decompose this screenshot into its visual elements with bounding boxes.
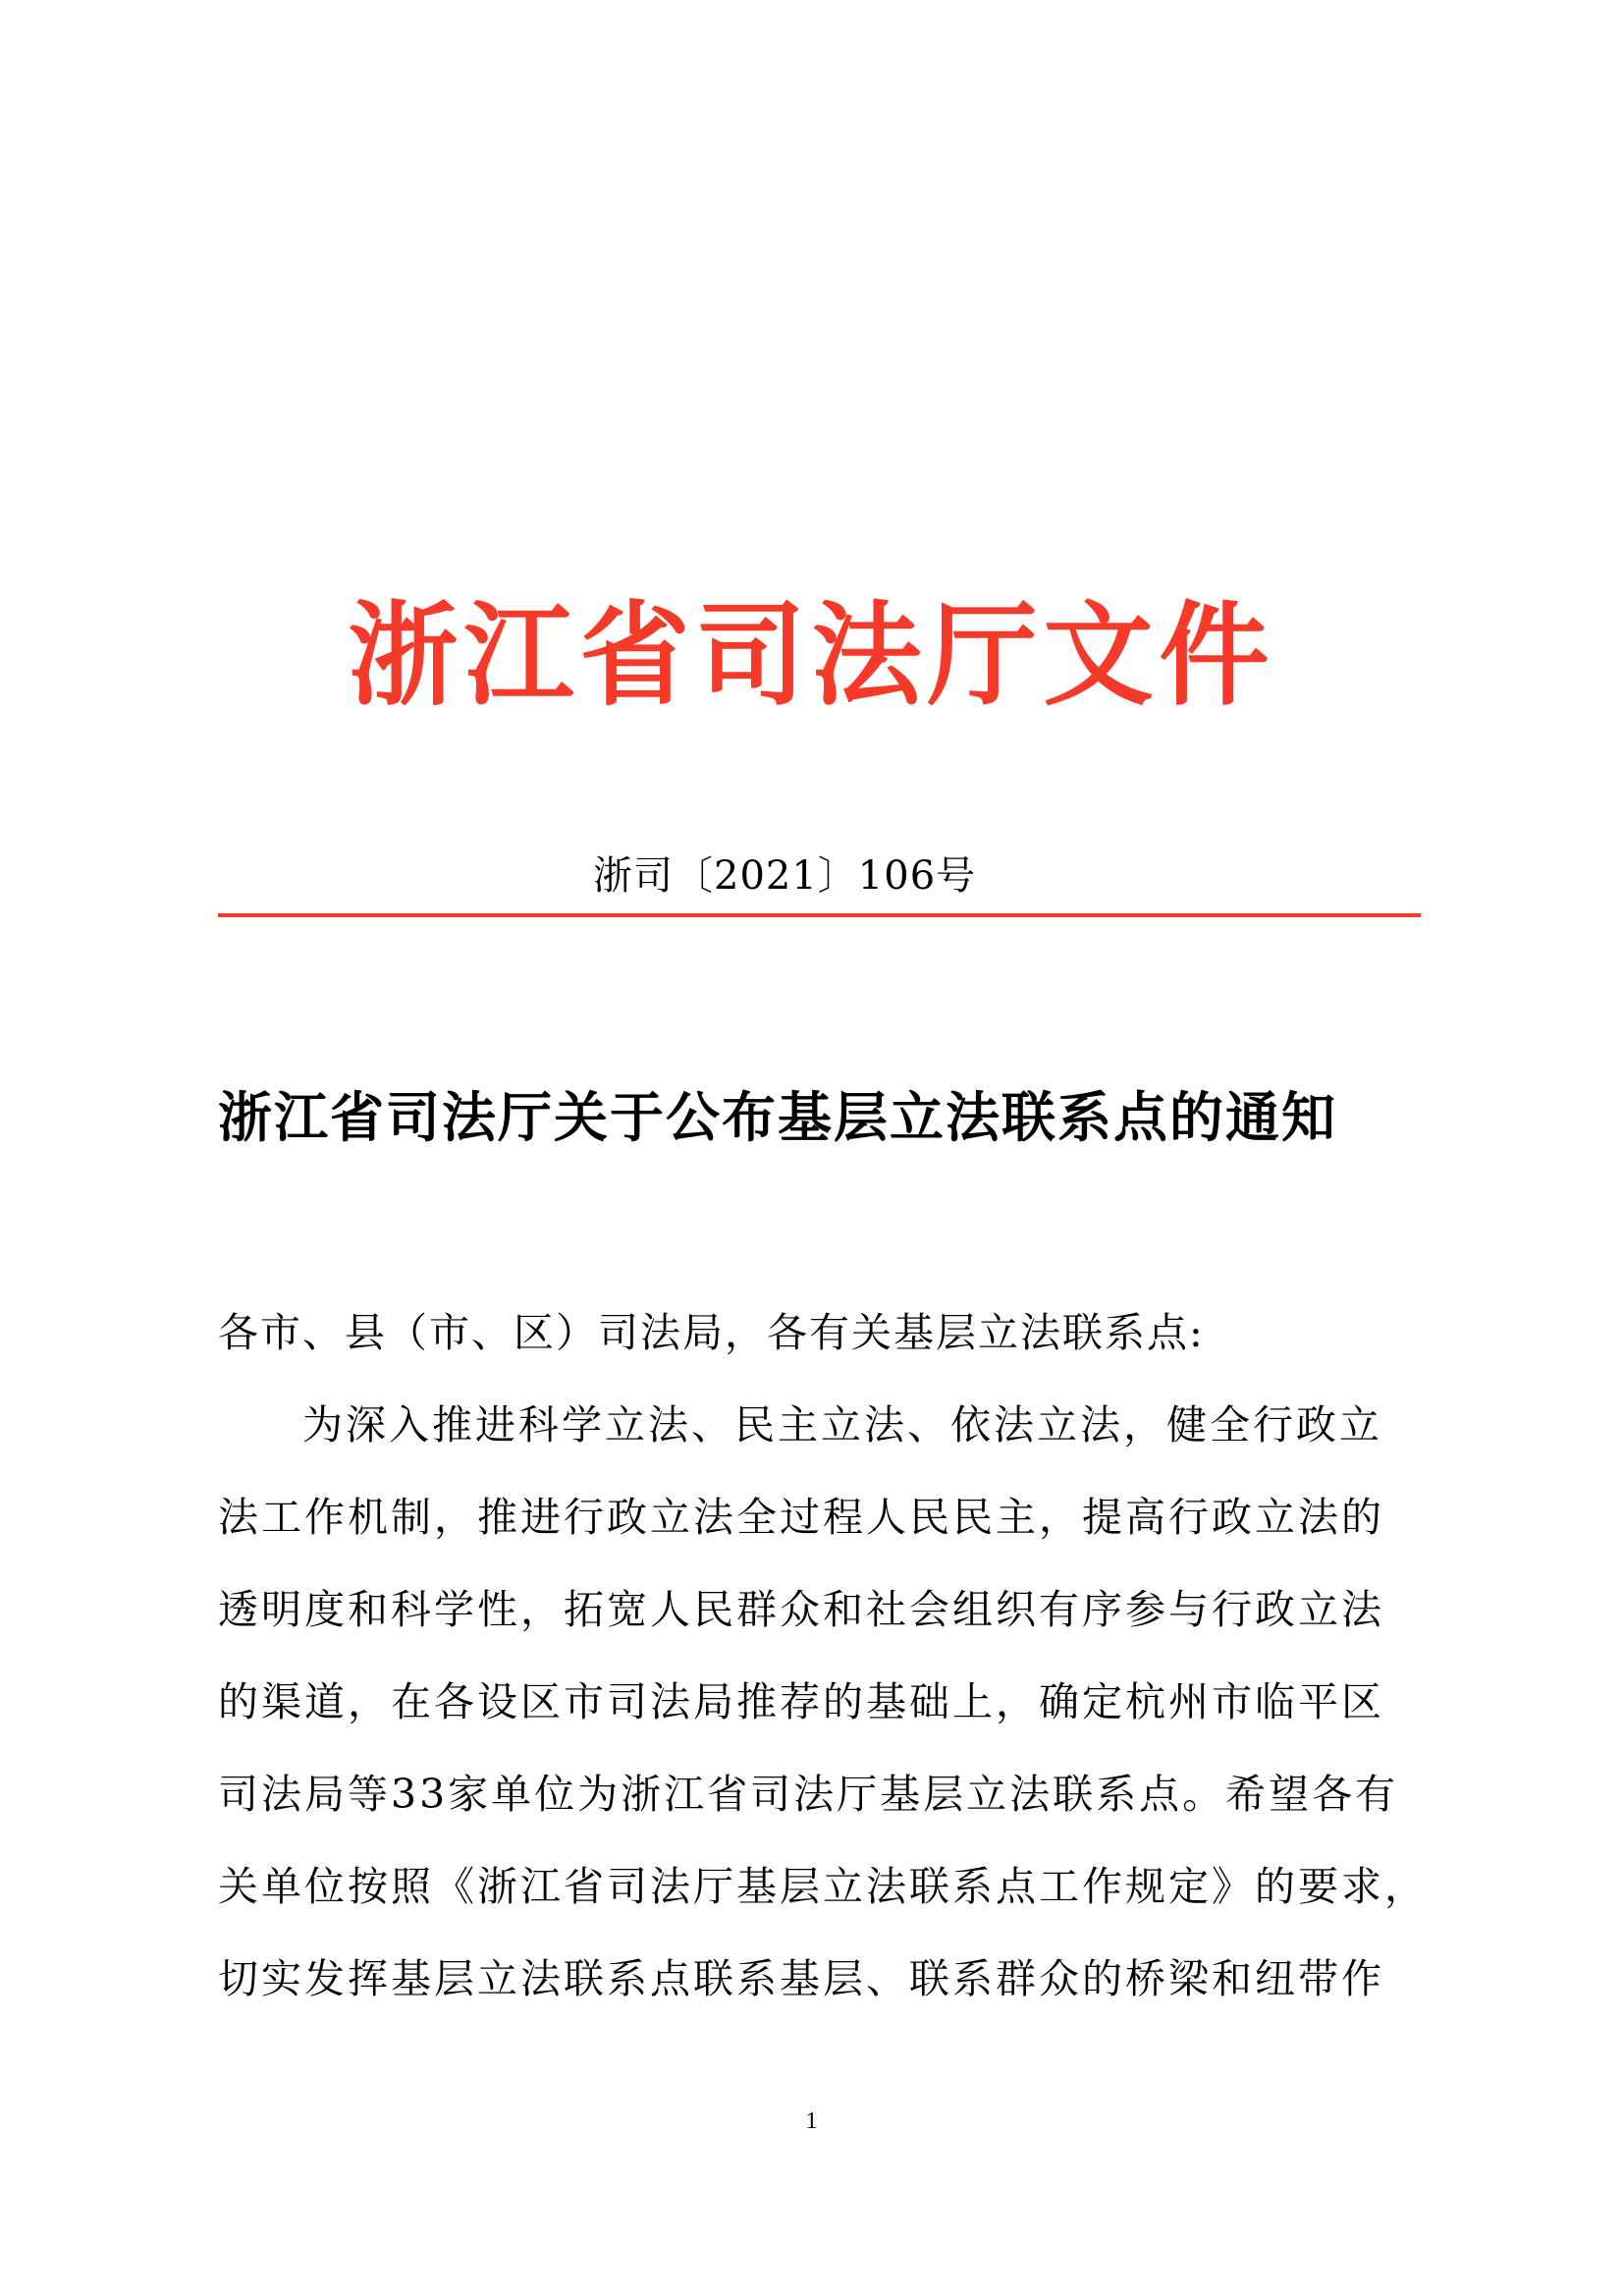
body-line: 为深入推进科学立法、民主立法、依法立法，健全行政立 — [302, 1401, 1382, 1449]
notice-body — [218, 1286, 1428, 2025]
body-line: 司法局等33家单位为浙江省司法厅基层立法联系点。希望各有 — [218, 1771, 1399, 1818]
masthead-title: 浙江省司法厅文件 — [348, 589, 1275, 722]
body-line: 透明度和科学性，拓宽人民群众和社会组织有序参与行政立法 — [218, 1586, 1384, 1633]
body-line: 法工作机制，推进行政立法全过程人民民主，提高行政立法的 — [218, 1494, 1384, 1541]
page-number: 1 — [805, 2108, 818, 2134]
notice-title: 浙江省司法厅关于公布基层立法联系点的通知 — [218, 1085, 1338, 1149]
body-line: 关单位按照《浙江省司法厅基层立法联系点工作规定》的要求， — [218, 1863, 1428, 1910]
document-number: 浙司〔2021〕106号 — [593, 853, 977, 899]
salutation: 各市、县（市、区）司法局，各有关基层立法联系点: — [218, 1309, 1205, 1356]
red-separator-rule — [218, 913, 1421, 917]
body-line: 的渠道，在各设区市司法局推荐的基础上，确定杭州市临平区 — [218, 1678, 1384, 1725]
body-line: 切实发挥基层立法联系点联系基层、联系群众的桥梁和纽带作 — [218, 1955, 1384, 2002]
